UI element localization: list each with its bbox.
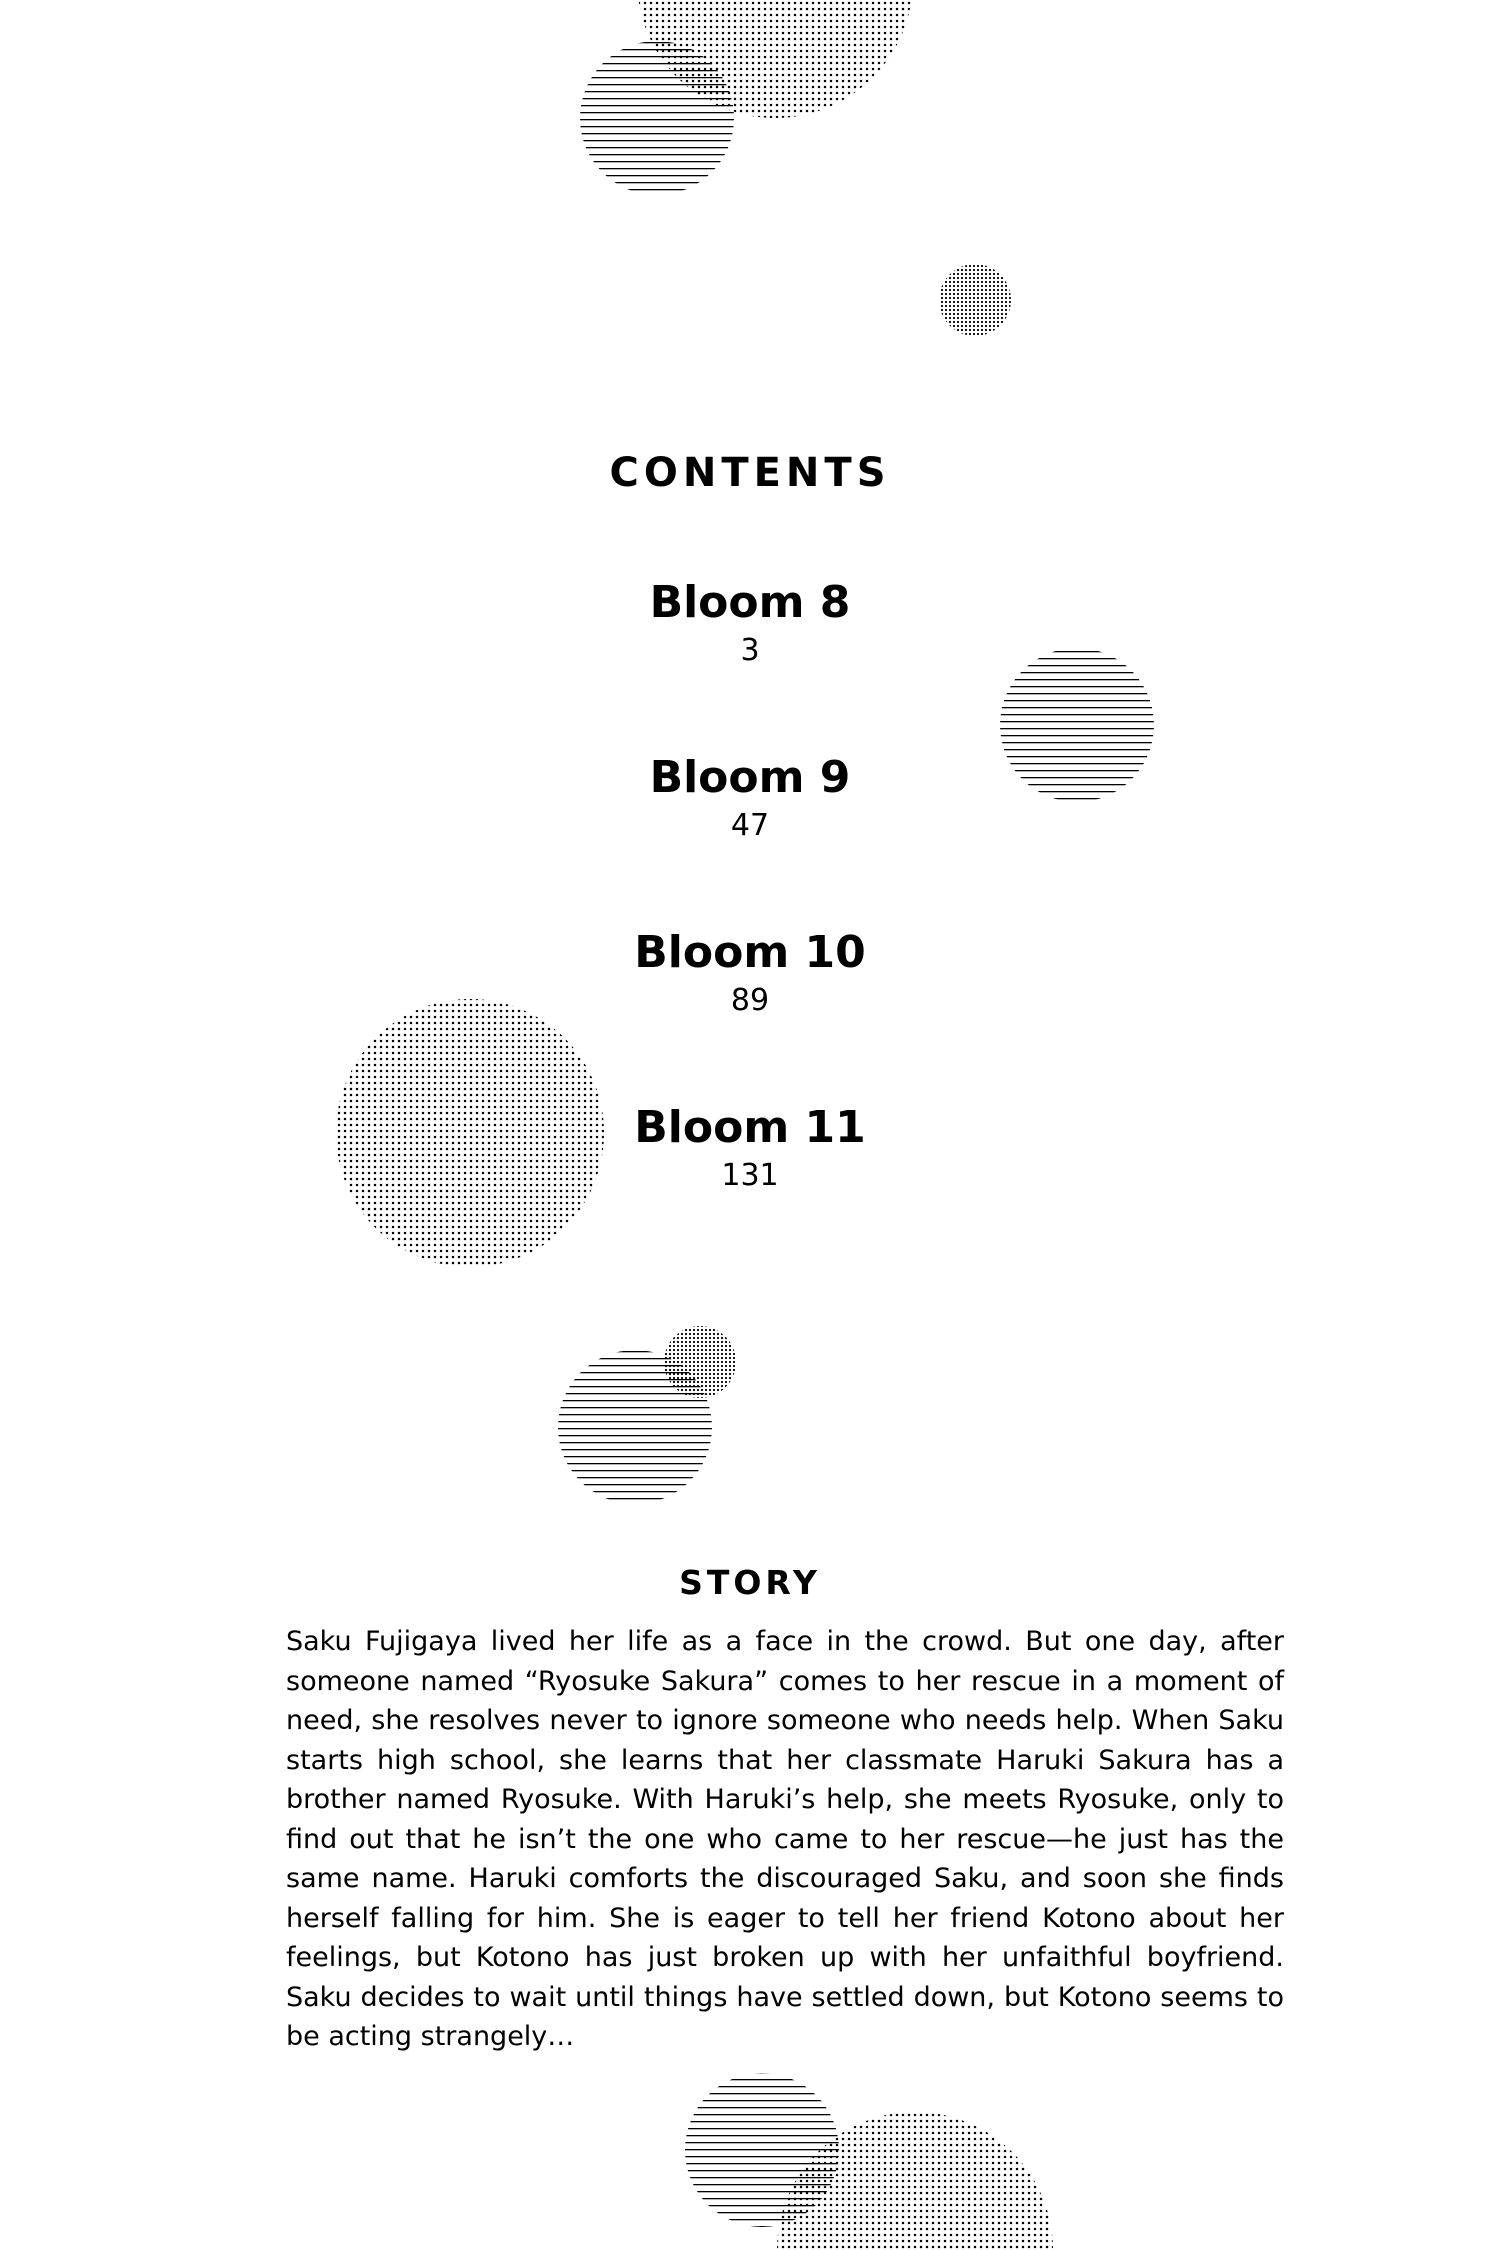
line-circle-bottom <box>685 2073 839 2227</box>
toc-entry <box>0 1101 1500 1195</box>
toc-entry-page: 89 <box>730 983 770 1018</box>
fine-dot-circle-top <box>939 264 1011 336</box>
line-circle-top <box>580 41 734 195</box>
fine-dot-circle-middle <box>664 1326 736 1398</box>
toc-entry-title: Bloom 8 <box>649 577 851 628</box>
toc-entry-page: 131 <box>721 1158 779 1193</box>
story-heading: STORY <box>679 1563 821 1602</box>
toc-entry-page: 47 <box>730 808 770 843</box>
toc-entry-title: Bloom 11 <box>634 1102 866 1153</box>
dot-circle-top <box>637 0 913 118</box>
dot-circle-bottom <box>777 2112 1053 2250</box>
toc-entry-title: Bloom 10 <box>634 927 866 978</box>
toc-entry <box>0 751 1500 845</box>
toc-entry-page: 3 <box>740 633 760 668</box>
line-circle-middle <box>558 1350 712 1504</box>
toc-entry-title: Bloom 9 <box>649 752 851 803</box>
contents-heading: CONTENTS <box>609 450 891 496</box>
toc-entry <box>0 576 1500 670</box>
story-synopsis: Saku Fujigaya lived her life as a face in the crowd. But one day, after someone named “Ryosuke Sakura” comes to her rescue in a moment of need, she resolves never to ignore someone who needs help. When Saku starts high school, she learns that her classmate Haruki Sakura has a brother named Ryosuke. With Haruki’s help, she meets Ryosuke, only to find out that he isn’t the one who came to her rescue—he just has the same name. Haruki comforts the discouraged Saku, and soon she finds herself falling for him. She is eager to tell her friend Kotono about her feelings, but Kotono has just broken up with her unfaithful boyfriend. Saku decides to wait until things have settled down, but Kotono seems to be acting strangely… <box>286 1626 1284 2052</box>
toc-entry <box>0 926 1500 1020</box>
